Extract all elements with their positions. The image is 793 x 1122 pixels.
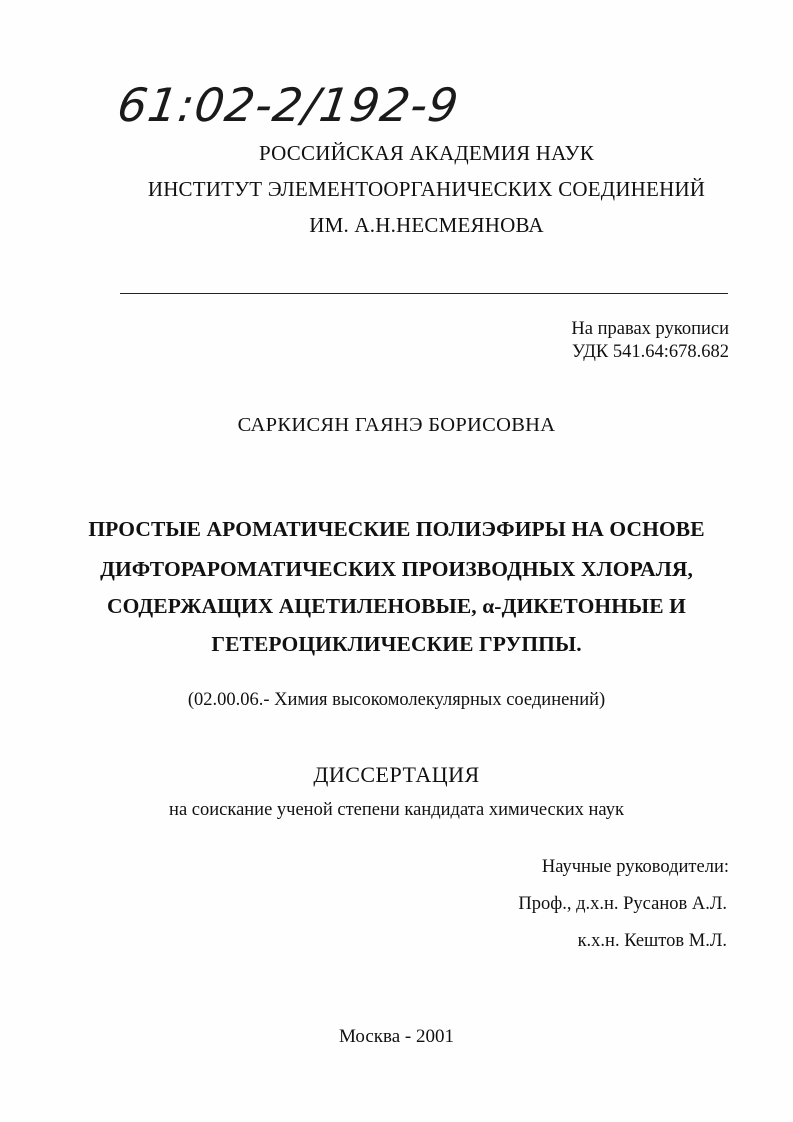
city-and-year: Москва - 2001	[338, 1026, 455, 1047]
supervisors-heading: Научные руководители:	[541, 857, 729, 877]
archive-number-handwritten: 61:02-2/192-9	[114, 78, 463, 132]
thesis-title-line: ПРОСТЫЕ АРОМАТИЧЕСКИЕ ПОЛИЭФИРЫ НА ОСНОВЕ	[88, 517, 705, 541]
degree-description: на соискание ученой степени кандидата химических наук	[169, 800, 624, 820]
manuscript-rights-note: На правах рукописи	[571, 319, 729, 339]
document-type: ДИССЕРТАЦИЯ	[313, 762, 480, 787]
institution-line-institute: ИНСТИТУТ ЭЛЕМЕНТООРГАНИЧЕСКИХ СОЕДИНЕНИЙ	[147, 177, 706, 201]
specialty-code: (02.00.06.- Химия высокомолекулярных соединений)	[187, 690, 606, 710]
header-divider	[120, 293, 728, 294]
thesis-title-line: ДИФТОРАРОМАТИЧЕСКИХ ПРОИЗВОДНЫХ ХЛОРАЛЯ,	[100, 557, 693, 581]
udk-code: УДК 541.64:678.682	[572, 342, 729, 362]
author-name: САРКИСЯН ГАЯНЭ БОРИСОВНА	[237, 414, 556, 436]
supervisor-first: Проф., д.х.н. Русанов А.Л.	[518, 894, 727, 914]
institution-line-academy: РОССИЙСКАЯ АКАДЕМИЯ НАУК	[259, 141, 594, 165]
thesis-title-line: СОДЕРЖАЩИХ АЦЕТИЛЕНОВЫЕ, α-ДИКЕТОННЫЕ И	[107, 594, 686, 618]
supervisor-second: к.х.н. Кештов М.Л.	[577, 931, 727, 951]
thesis-title-line: ГЕТЕРОЦИКЛИЧЕСКИЕ ГРУППЫ.	[211, 632, 582, 656]
institution-line-named-after: ИМ. А.Н.НЕСМЕЯНОВА	[309, 213, 544, 237]
